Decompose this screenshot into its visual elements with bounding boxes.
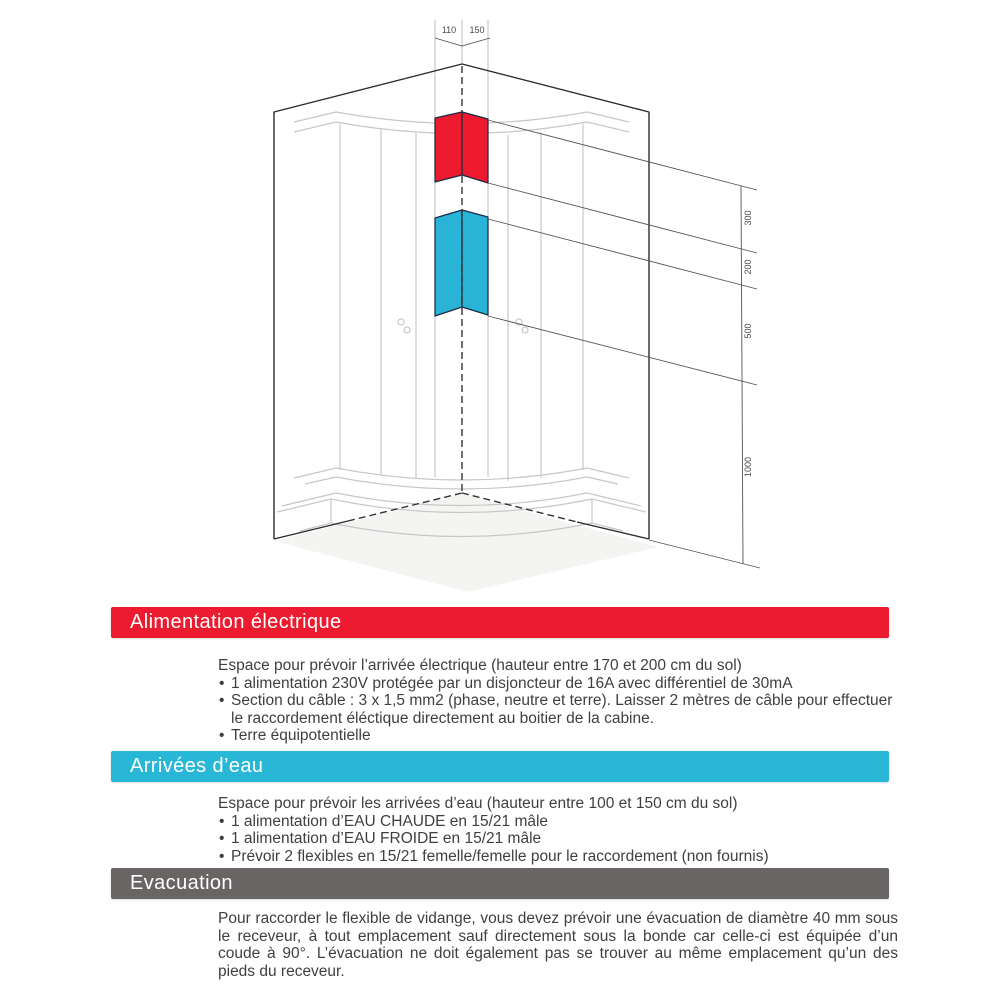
section-paragraph: Pour raccorder le flexible de vidange, vous devez prévoir une évacuation de diamètre 40 mm sous le receveur, à tout emplacement sauf directement sous la bonde car celle-ci est équipée d’un coude à 90°. L’évacuation ne doit également pas se trouver au même emplacement qu’un des pieds du receveur. — [218, 910, 898, 980]
dim-top-150: 150 — [469, 25, 485, 35]
list-item: • 1 alimentation d’EAU FROIDE en 15/21 mâle — [218, 830, 894, 848]
dim-right-300: 300 — [743, 210, 753, 226]
section-intro: Espace pour prévoir l’arrivée électrique (hauteur entre 170 et 200 cm du sol) — [218, 657, 742, 674]
section-intro: Espace pour prévoir les arrivées d’eau (hauteur entre 100 et 150 cm du sol) — [218, 795, 738, 812]
section-header-electric — [111, 607, 889, 638]
door-handle-icon — [398, 319, 410, 333]
section-body-evacuation — [210, 910, 898, 980]
dim-right-200: 200 — [743, 259, 753, 275]
list-item: • Terre équipotentielle — [218, 727, 894, 745]
list-item: • Section du câble : 3 x 1,5 mm2 (phase, neutre et terre). Laisser 2 mètres de câble pour effectuer le raccordement éléctique directement au boitier de la cabine. — [218, 692, 894, 727]
section-header-evacuation — [111, 868, 889, 899]
list-item: • 1 alimentation d’EAU CHAUDE en 15/21 mâle — [218, 813, 894, 831]
section-header-water — [111, 751, 889, 782]
section-title: Alimentation électrique — [130, 611, 342, 633]
section-body-electric — [210, 657, 894, 745]
dim-right-500: 500 — [743, 323, 753, 339]
list-item: • Prévoir 2 flexibles en 15/21 femelle/femelle pour le raccordement (non fournis) — [218, 848, 894, 866]
list-item: • 1 alimentation 230V protégée par un disjoncteur de 16A avec différentiel de 30mA — [218, 675, 894, 693]
section-body-water — [210, 795, 894, 865]
section-title: Evacuation — [130, 872, 233, 894]
dim-top-110: 110 — [441, 25, 457, 35]
section-title: Arrivées d’eau — [130, 755, 264, 777]
dim-right-1000: 1000 — [743, 456, 753, 478]
